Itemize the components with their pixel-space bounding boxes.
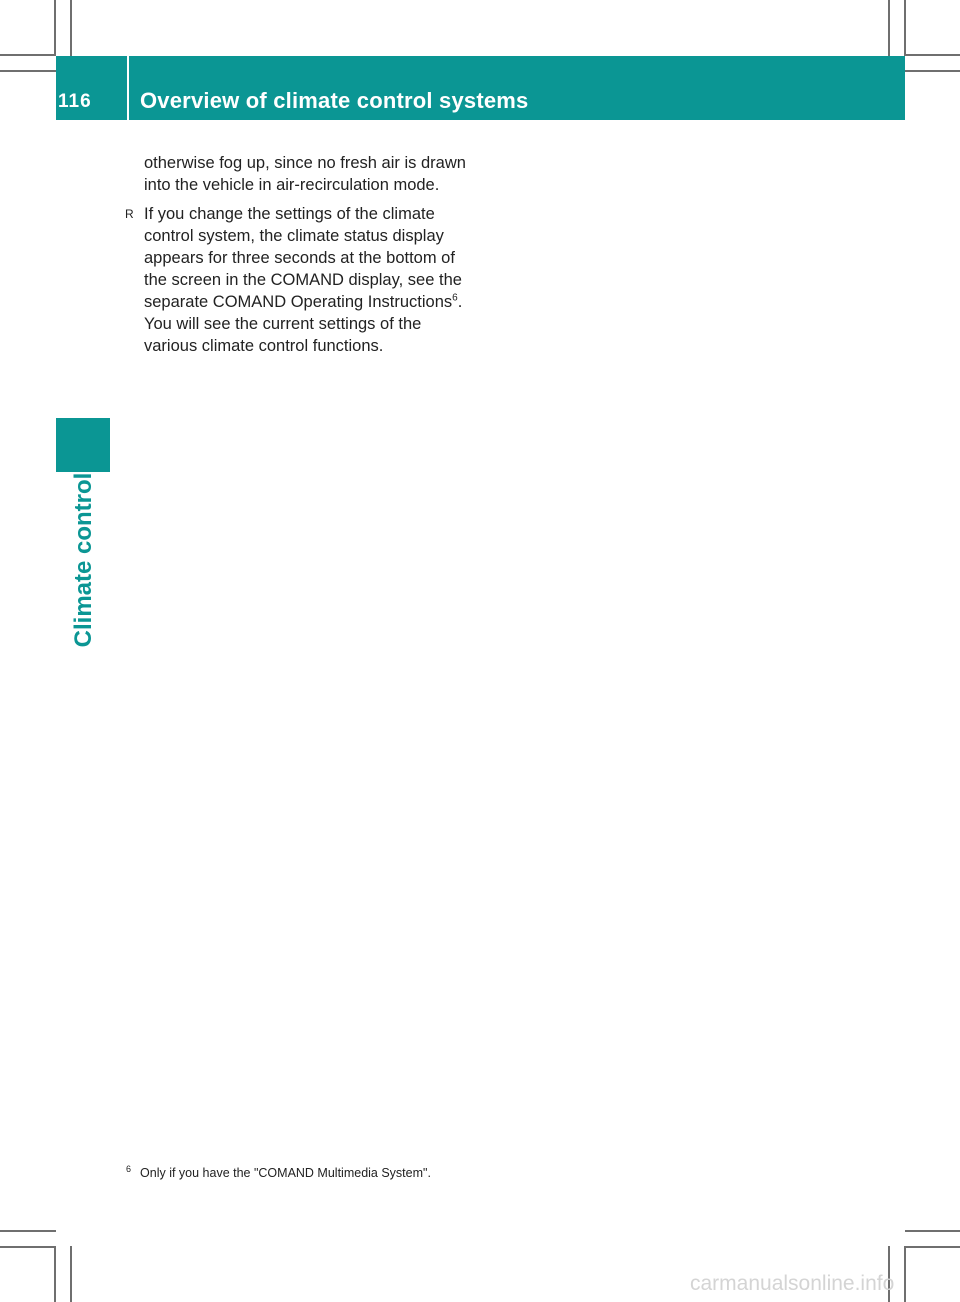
footnote-text: Only if you have the "COMAND Multimedia System". xyxy=(140,1166,431,1180)
footnote xyxy=(126,1163,431,1180)
crop-mark xyxy=(0,54,56,56)
bullet-text xyxy=(144,203,470,357)
crop-mark xyxy=(54,0,56,56)
continued-paragraph: otherwise fog up, since no fresh air is drawn into the vehicle in air-recirculation mode. xyxy=(144,154,466,194)
side-tab-label: Climate control xyxy=(70,472,97,648)
watermark: carmanualsonline.info xyxy=(690,1272,895,1295)
crop-mark xyxy=(905,54,960,56)
header-divider xyxy=(127,56,129,120)
crop-mark xyxy=(905,1230,960,1232)
bullet-text-tail: . You will see the current settings of the various climate control functions. xyxy=(144,293,463,355)
footnote-number: 6 xyxy=(126,1163,132,1174)
bullet-text-main: If you change the settings of the climate control system, the climate status display appears for three seconds at the bottom of the screen in the COMAND display, see the separate COMAND Operating Instructions xyxy=(144,205,462,311)
crop-mark xyxy=(54,1246,56,1302)
crop-mark xyxy=(904,0,906,56)
side-tab-marker xyxy=(56,418,110,472)
crop-mark xyxy=(888,0,890,56)
crop-mark xyxy=(0,1230,56,1232)
footnote-reference: 6 xyxy=(452,292,458,304)
crop-mark xyxy=(905,70,960,72)
bullet-item xyxy=(125,203,470,357)
bullet-marker: R xyxy=(125,207,134,221)
crop-mark xyxy=(70,0,72,56)
section-title: Overview of climate control systems xyxy=(140,88,529,113)
crop-mark xyxy=(70,1246,72,1302)
crop-mark xyxy=(0,70,56,72)
crop-mark xyxy=(904,1246,906,1302)
crop-mark xyxy=(0,1246,56,1248)
body-content xyxy=(125,152,470,357)
page-number: 116 xyxy=(58,91,92,112)
crop-mark xyxy=(905,1246,960,1248)
